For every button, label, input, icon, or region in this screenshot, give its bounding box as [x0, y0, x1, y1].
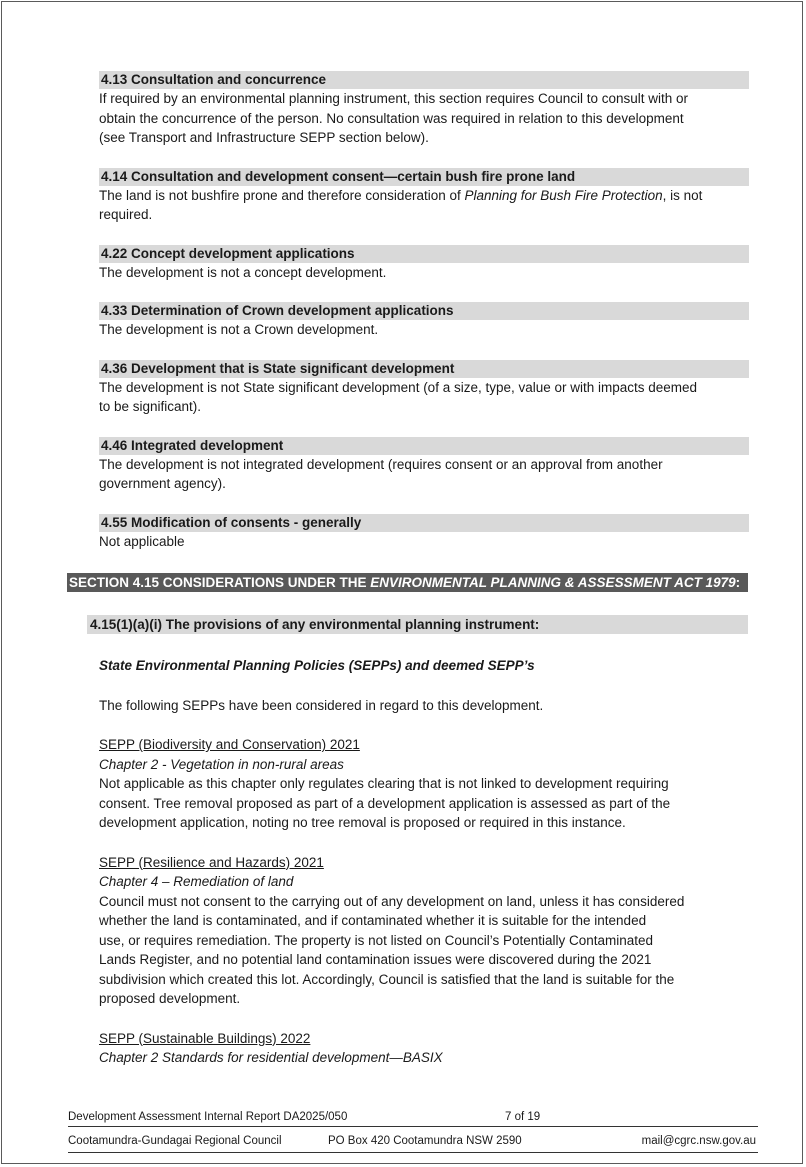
upper-content — [99, 71, 749, 551]
text-line: Not applicable — [99, 533, 185, 549]
footer-address: PO Box 420 Cootamundra NSW 2590 — [328, 1135, 522, 1147]
text-line: (see Transport and Infrastructure SEPP section below). — [99, 130, 429, 145]
section-4-15-bar: SECTION 4.15 CONSIDERATIONS UNDER THE ENVIRONMENTAL PLANNING & ASSESSMENT ACT 1979: — [67, 573, 748, 592]
sepp-content — [99, 656, 749, 1068]
sepp3-chapter: Chapter 2 Standards for residential development—BASIX — [99, 1050, 443, 1065]
text-line: Lands Register, and no potential land contamination issues were discovered during the 2021 — [99, 952, 652, 967]
heading-4-46: 4.46 Integrated development — [99, 437, 749, 455]
text-line: Not applicable as this chapter only regulates clearing that is not linked to development requiring — [99, 776, 669, 791]
footer-council: Cootamundra-Gundagai Regional Council — [68, 1135, 282, 1147]
footer-report-line — [68, 1108, 758, 1127]
sepp2-chapter: Chapter 4 – Remediation of land — [99, 874, 294, 889]
text-line: subdivision which created this lot. Accordingly, Council is satisfied that the land is suitable for the — [99, 971, 675, 987]
text-line: proposed development. — [99, 991, 241, 1006]
text-line: development application, noting no tree removal is proposed or required in this instance. — [99, 815, 626, 830]
text-line: to be significant). — [99, 399, 202, 414]
footer-contact-line — [68, 1130, 758, 1153]
sepp-heading: State Environmental Planning Policies (SEPPs) and deemed SEPP’s — [99, 658, 535, 673]
text-line: The development is not integrated development (requires consent or an approval from another — [99, 456, 663, 472]
sepp1-chapter: Chapter 2 - Vegetation in non-rural areas — [99, 756, 344, 772]
footer-email: mail@cgrc.nsw.gov.au — [641, 1135, 756, 1147]
text-line: If required by an environmental planning instrument, this section requires Council to consult with or — [99, 91, 689, 106]
heading-4-33: 4.33 Determination of Crown development applications — [99, 302, 749, 320]
text-line: consent. Tree removal proposed as part of a development application is assessed as part of the — [99, 795, 671, 811]
document-page — [1, 1, 803, 1164]
footer-report-id: Development Assessment Internal Report DA2025/050 — [68, 1111, 348, 1123]
sepp2-title: SEPP (Resilience and Hazards) 2021 — [99, 854, 324, 870]
subsection-bar: 4.15(1)(a)(i) The provisions of any environmental planning instrument: — [87, 615, 748, 634]
sepp1-title: SEPP (Biodiversity and Conservation) 2021 — [99, 737, 360, 752]
text-line: obtain the concurrence of the person. No consultation was required in relation to this development — [99, 110, 684, 126]
text-line: The development is not a concept development. — [99, 264, 387, 280]
sepp3-title: SEPP (Sustainable Buildings) 2022 — [99, 1030, 311, 1046]
heading-4-22: 4.22 Concept development applications — [99, 245, 749, 263]
text-line: The development is not State significant development (of a size, type, value or with impacts deemed — [99, 379, 698, 395]
text-line: government agency). — [99, 476, 226, 491]
text-line: Council must not consent to the carrying out of any development on land, unless it has considered — [99, 893, 685, 909]
text-line: The development is not a Crown development. — [99, 322, 379, 337]
footer-page-number: 7 of 19 — [505, 1111, 541, 1123]
sepp-intro: The following SEPPs have been considered in regard to this development. — [99, 697, 544, 713]
heading-4-36: 4.36 Development that is State significant development — [99, 360, 749, 378]
heading-4-13: 4.13 Consultation and concurrence — [99, 71, 749, 89]
text-line: The land is not bushfire prone and therefore consideration of Planning for Bush Fire Protection, is not — [99, 187, 703, 203]
text-line: use, or requires remediation. The property is not listed on Council’s Potentially Contaminated — [99, 932, 654, 948]
text-line: whether the land is contaminated, and if contaminated whether it is suitable for the intended — [99, 913, 647, 928]
heading-4-55: 4.55 Modification of consents - generally — [99, 514, 749, 532]
heading-4-14: 4.14 Consultation and development consent—certain bush fire prone land — [99, 168, 749, 186]
text-line: required. — [99, 207, 153, 222]
